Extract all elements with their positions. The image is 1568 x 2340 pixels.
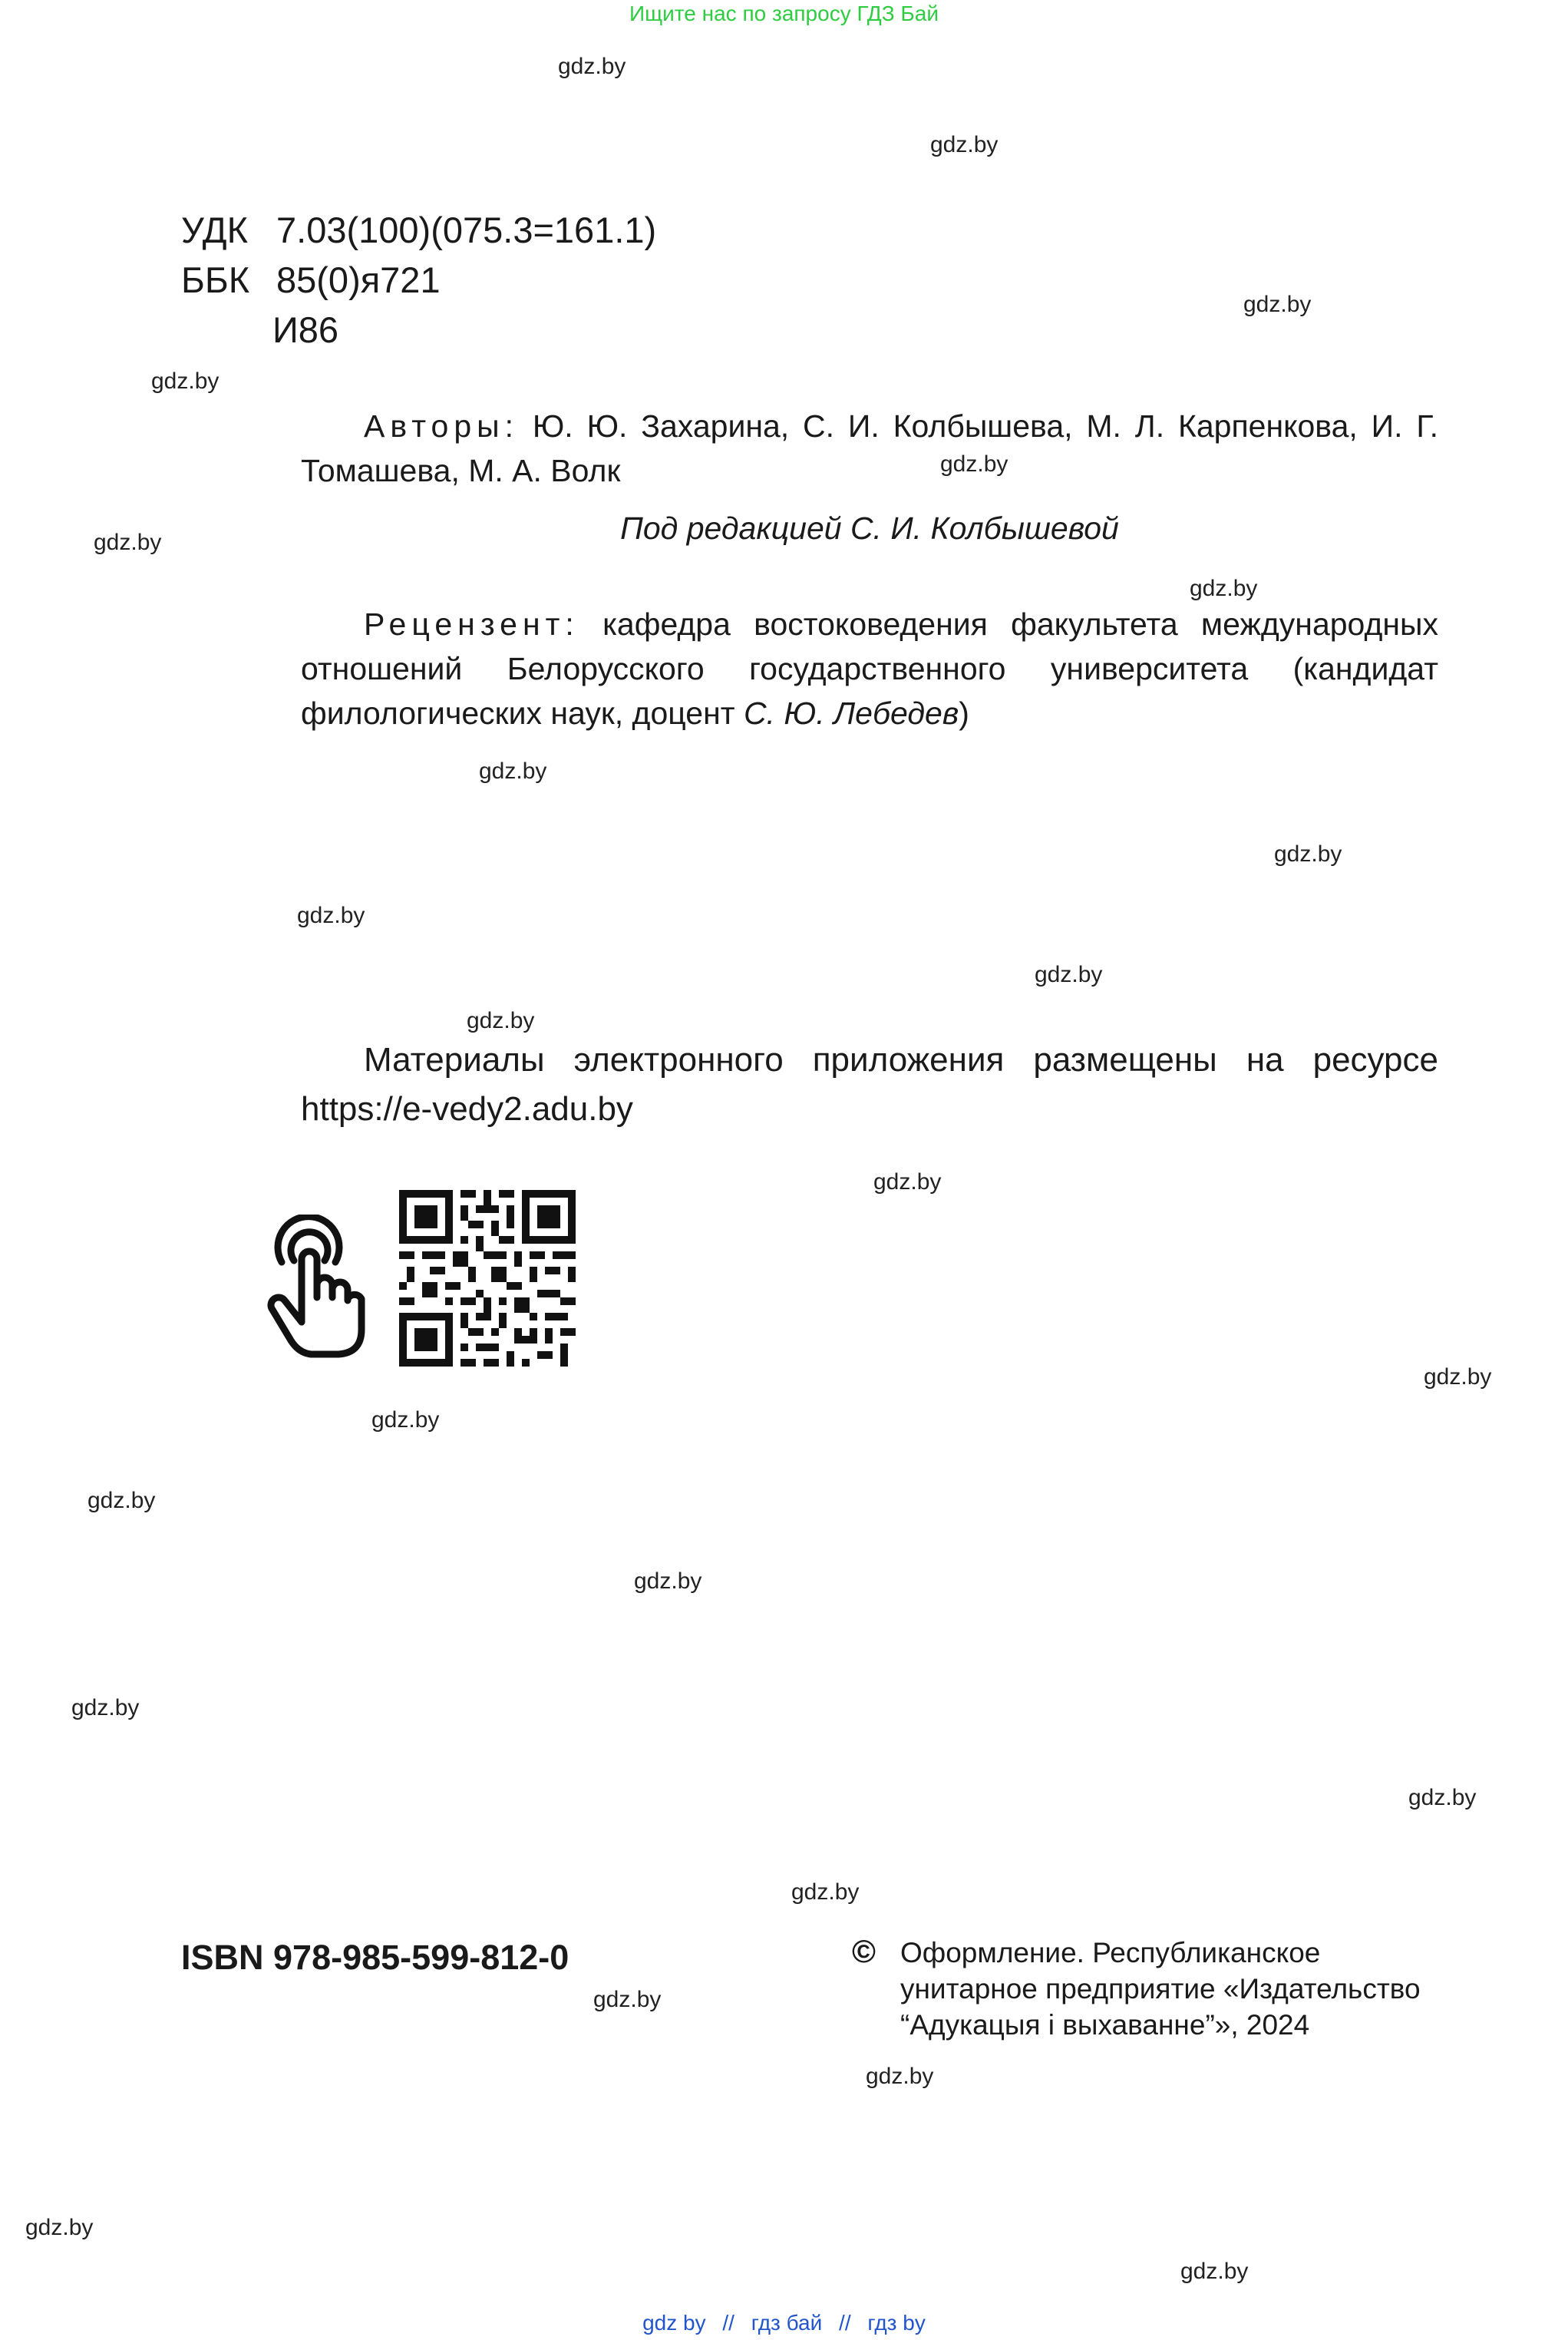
watermark: gdz.by <box>1035 962 1103 987</box>
copyright-line: Оформление. Республиканское <box>900 1937 1321 1968</box>
watermark: gdz.by <box>94 530 162 555</box>
bbk-label: ББК <box>181 259 250 300</box>
copyright-block <box>900 1935 1484 2043</box>
qr-code-icon[interactable] <box>391 1182 583 1374</box>
bbk-value: 85(0)я721 <box>276 259 441 300</box>
copyright-sign: © <box>852 1933 876 1969</box>
watermark: gdz.by <box>873 1169 942 1195</box>
watermark: gdz.by <box>1190 576 1258 601</box>
copyright-line: “Адукацыя і выхаванне”», 2024 <box>900 2009 1310 2041</box>
top-banner[interactable]: Ищите нас по запросу ГДЗ Бай <box>629 2 939 25</box>
watermark: gdz.by <box>940 451 1008 477</box>
reviewer-label: Рецензент: <box>364 606 579 642</box>
isbn: ISBN 978-985-599-812-0 <box>181 1938 569 1977</box>
reviewer-text: кафедра востоковедения факультета международных отношений Белорусского государственного университета (кандидат филологических наук, доцент <box>301 606 1438 731</box>
watermark: gdz.by <box>1243 292 1312 317</box>
bottom-link-gdz-bai[interactable]: гдз бай <box>751 2311 823 2335</box>
authors-paragraph <box>301 404 1438 493</box>
bottom-separator: // <box>839 2311 851 2335</box>
authors-label: Авторы: <box>364 408 520 444</box>
watermark: gdz.by <box>593 1987 662 2012</box>
materials-text: Материалы электронного приложения размещены на ресурсе <box>364 1041 1438 1079</box>
bottom-separator: // <box>722 2311 734 2335</box>
watermark: gdz.by <box>297 903 365 928</box>
materials-url[interactable]: https://e-vedy2.adu.by <box>301 1090 633 1128</box>
reviewer-closing: ) <box>959 696 969 731</box>
watermark: gdz.by <box>1408 1785 1477 1810</box>
watermark: gdz.by <box>479 759 547 784</box>
watermark: gdz.by <box>866 2064 934 2089</box>
watermark: gdz.by <box>151 369 220 394</box>
watermark: gdz.by <box>1424 1364 1492 1390</box>
bottom-link-gdz-by[interactable]: gdz by <box>642 2311 706 2335</box>
watermark: gdz.by <box>87 1488 156 1513</box>
bottom-link-gdz-by-cyr[interactable]: гдз by <box>867 2311 926 2335</box>
watermark: gdz.by <box>930 132 999 157</box>
materials-paragraph <box>301 1036 1438 1134</box>
watermark: gdz.by <box>791 1879 860 1905</box>
editor-line: Под редакцией С. И. Колбышевой <box>620 511 1119 546</box>
touch-hand-icon <box>265 1215 372 1360</box>
watermark: gdz.by <box>558 54 626 79</box>
watermark: gdz.by <box>25 2215 94 2240</box>
watermark: gdz.by <box>71 1695 140 1720</box>
authors-names: Ю. Ю. Захарина, С. И. Колбышева, М. Л. Карпенкова, И. Г. Томашева, М. А. Волк <box>301 408 1438 488</box>
udk-label: УДК <box>181 210 248 250</box>
watermark: gdz.by <box>1180 2259 1249 2284</box>
watermark: gdz.by <box>467 1008 535 1033</box>
reviewer-paragraph <box>301 602 1438 735</box>
author-mark: И86 <box>272 309 339 350</box>
udk-value: 7.03(100)(075.3=161.1) <box>276 210 657 250</box>
copyright-line: унитарное предприятие «Издательство <box>900 1973 1421 2005</box>
watermark: gdz.by <box>371 1407 440 1433</box>
bottom-banner <box>0 2311 1568 2335</box>
watermark: gdz.by <box>634 1568 702 1594</box>
watermark: gdz.by <box>1274 841 1342 867</box>
reviewer-person: С. Ю. Лебедев <box>743 696 959 731</box>
